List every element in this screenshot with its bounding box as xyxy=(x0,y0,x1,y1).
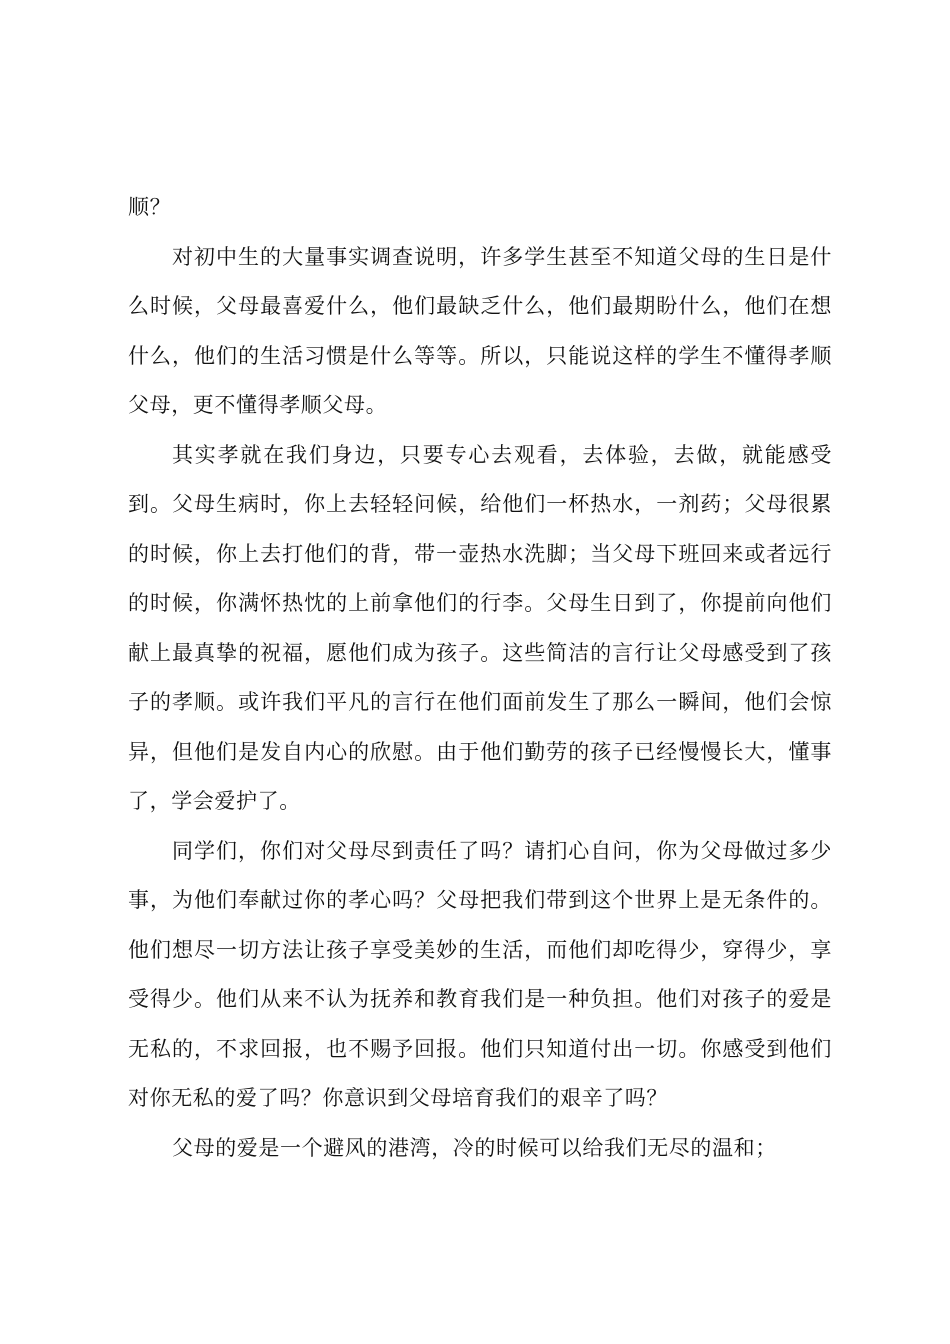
paragraph-continuation: 顺？ xyxy=(128,195,172,219)
paragraph-survey: 对初中生的大量事实调查说明，许多学生甚至不知道父母的生日是什么时候，父母最喜爱什么，他们最缺乏什么，他们最期盼什么，他们在想什么，他们的生活习惯是什么等等。所以，只能说这样的学生不懂得孝顺父母，更不懂得孝顺父母。 xyxy=(128,244,832,417)
paragraph-parents-love: 父母的爱是一个避风的港湾，冷的时候可以给我们无尽的温和； xyxy=(172,1135,777,1160)
paragraph-classmates: 同学们，你们对父母尽到责任了吗？请扪心自问，你为父母做过多少事，为他们奉献过你的孝心吗？父母把我们带到这个世界上是无条件的。他们想尽一切方法让孩子享受美妙的生活，而他们却吃得少，穿得少，享受得少。他们从来不认为抚养和教育我们是一种负担。他们对孩子的爱是无私的，不求回报，也不赐予回报。他们只知道付出一切。你感受到他们对你无私的爱了吗？你意识到父母培育我们的艰辛了吗？ xyxy=(128,838,832,1110)
paragraph-filial-piety: 其实孝就在我们身边，只要专心去观看，去体验，去做，就能感受到。父母生病时，你上去轻轻问候，给他们一杯热水，一剂药；父母很累的时候，你上去打他们的背，带一壶热水洗脚；当父母下班回来或者远行的时候，你满怀热忱的上前拿他们的行李。父母生日到了，你提前向他们献上最真挚的祝福，愿他们成为孩子。这些简洁的言行让父母感受到了孩子的孝顺。或许我们平凡的言行在他们面前发生了那么一瞬间，他们会惊异，但他们是发自内心的欣慰。由于他们勤劳的孩子已经慢慢长大，懂事了，学会爱护了。 xyxy=(128,442,832,813)
body-text xyxy=(128,183,832,1173)
